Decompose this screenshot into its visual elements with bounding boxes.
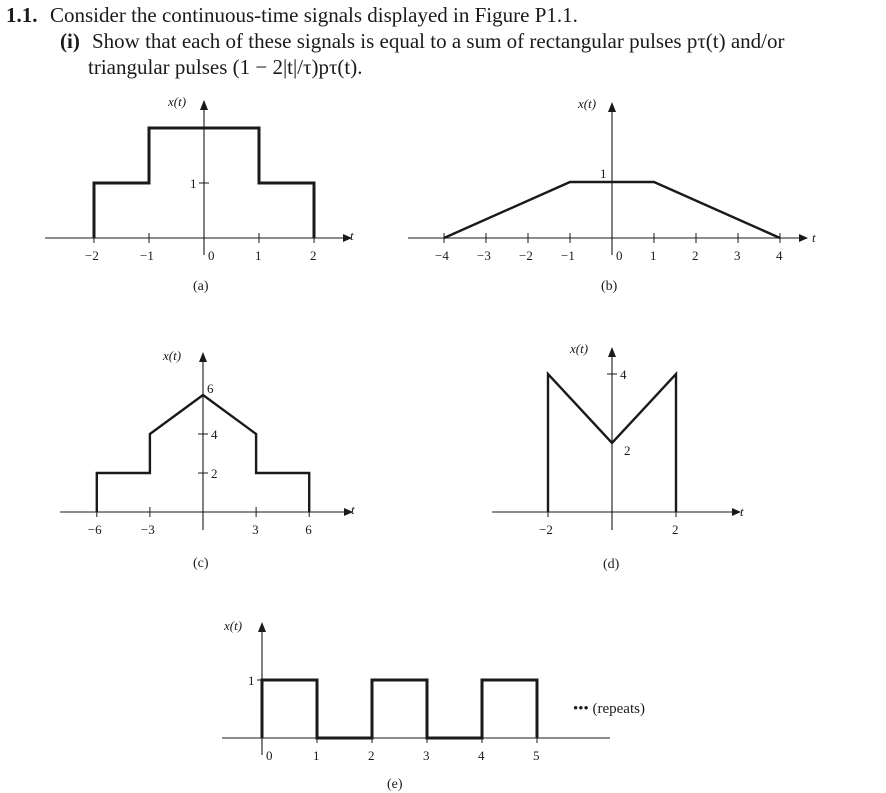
figure-caption: (d) [603, 557, 620, 572]
x-tick-label: 3 [423, 748, 430, 763]
x-tick-label: 2 [368, 748, 375, 763]
x-tick-label: 4 [478, 748, 485, 763]
problem-number: 1.1. [6, 3, 38, 27]
x-tick-label: −2 [539, 522, 553, 537]
figure-caption: (c) [193, 556, 209, 571]
x-tick-label: 1 [255, 248, 262, 263]
y-tick-label: 4 [211, 427, 218, 442]
y-tick-label: 1 [248, 673, 255, 688]
x-tick-label: 2 [692, 248, 699, 263]
x-tick-label: −2 [519, 248, 533, 263]
x-tick-label: 6 [305, 522, 312, 537]
x-tick-label: 3 [252, 522, 259, 537]
x-tick-label: −2 [85, 248, 99, 263]
x-tick-label: −1 [561, 248, 575, 263]
figure-caption: (e) [387, 777, 403, 792]
x-tick-label: −4 [435, 248, 449, 263]
x-tick-label: 2 [310, 248, 317, 263]
x-tick-label: 4 [776, 248, 783, 263]
x-tick-label: 0 [266, 748, 273, 763]
signal-line [262, 680, 537, 738]
y-tick-label: 4 [620, 367, 627, 382]
y-axis-label: x(t) [163, 348, 182, 363]
x-axis-label: t [812, 230, 816, 245]
y-axis-arrow [258, 622, 266, 632]
x-tick-label: −6 [87, 522, 102, 537]
figure-caption: (b) [601, 279, 618, 294]
x-tick-label: 0 [208, 248, 215, 263]
x-tick-label: 1 [313, 748, 320, 763]
y-axis-label: x(t) [578, 96, 597, 111]
problem-statement: Consider the continuous-time signals displayed in Figure P1.1. [50, 3, 578, 27]
repeats-annotation: ••• (repeats) [573, 701, 645, 717]
y-tick-label: 1 [190, 176, 197, 191]
x-tick-label: 3 [734, 248, 741, 263]
x-axis-label: t [351, 502, 355, 517]
x-tick-label: 2 [672, 522, 679, 537]
x-tick-label: 0 [616, 248, 623, 263]
y-tick-label: 2 [211, 466, 218, 481]
y-axis-label: x(t) [570, 341, 589, 356]
y-tick-label: 1 [600, 166, 607, 181]
x-tick-label: −3 [477, 248, 491, 263]
x-tick-label: −3 [140, 522, 155, 537]
subproblem-text-line2: triangular pulses (1 − 2|t|/τ)pτ(t). [88, 55, 363, 79]
x-axis-label: t [740, 504, 744, 519]
y-axis-label: x(t) [224, 618, 243, 633]
y-tick-label: 6 [207, 381, 214, 396]
subproblem-label: (i) [60, 29, 80, 53]
x-tick-label: −1 [140, 248, 154, 263]
figure-caption: (a) [193, 279, 209, 294]
y-axis-label: x(t) [168, 94, 187, 109]
y-tick-label: 2 [624, 443, 631, 458]
subproblem-text-line1: Show that each of these signals is equal to a sum of rectangular pulses pτ(t) and/or [92, 29, 785, 53]
x-axis-label: t [350, 228, 354, 243]
x-tick-label: 1 [650, 248, 657, 263]
x-tick-label: 5 [533, 748, 540, 763]
